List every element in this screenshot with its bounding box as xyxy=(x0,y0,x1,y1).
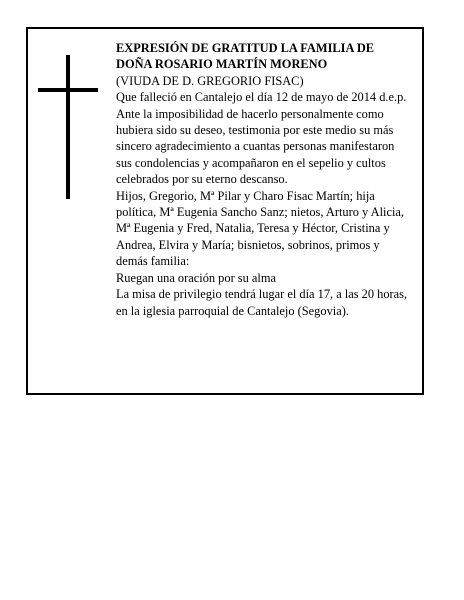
cross-horizontal-bar xyxy=(38,88,98,92)
death-announcement: Que falleció en Cantalejo el día 12 de mayo de 2014 d.e.p. xyxy=(116,90,407,105)
cross-icon xyxy=(38,55,98,199)
notice-text xyxy=(116,40,412,319)
prayer-request: Ruegan una oración por su alma xyxy=(116,270,276,285)
notice-subheading: (VIUDA DE D. GREGORIO FISAC) xyxy=(116,73,304,88)
gratitude-paragraph: Ante la imposibilidad de hacerlo personalmente como hubiera sido su deseo, testimonia por este medio su más sincero agradecimiento a cuantas personas manifestaron sus condolencias y acompañaron en el sepelio y cultos celebrados por su eterno descanso. xyxy=(116,106,395,187)
cross-vertical-bar xyxy=(66,55,70,199)
family-list: Hijos, Gregorio, Mª Pilar y Charo Fisac Martín; hija política, Mª Eugenia Sancho Sanz; nietos, Arturo y Alicia, Mª Eugenia y Fred, Natalia, Teresa y Héctor, Cristina y Andrea, Elvira y María; bisnietos, sobrinos, primos y demás familia: xyxy=(116,188,405,269)
obituary-notice xyxy=(26,27,424,395)
mass-announcement: La misa de privilegio tendrá lugar el día 17, a las 20 horas, en la iglesia parroquial de Cantalejo (Segovia). xyxy=(116,287,408,318)
notice-heading: EXPRESIÓN DE GRATITUD LA FAMILIA DE DOÑA ROSARIO MARTÍN MORENO xyxy=(116,41,375,72)
